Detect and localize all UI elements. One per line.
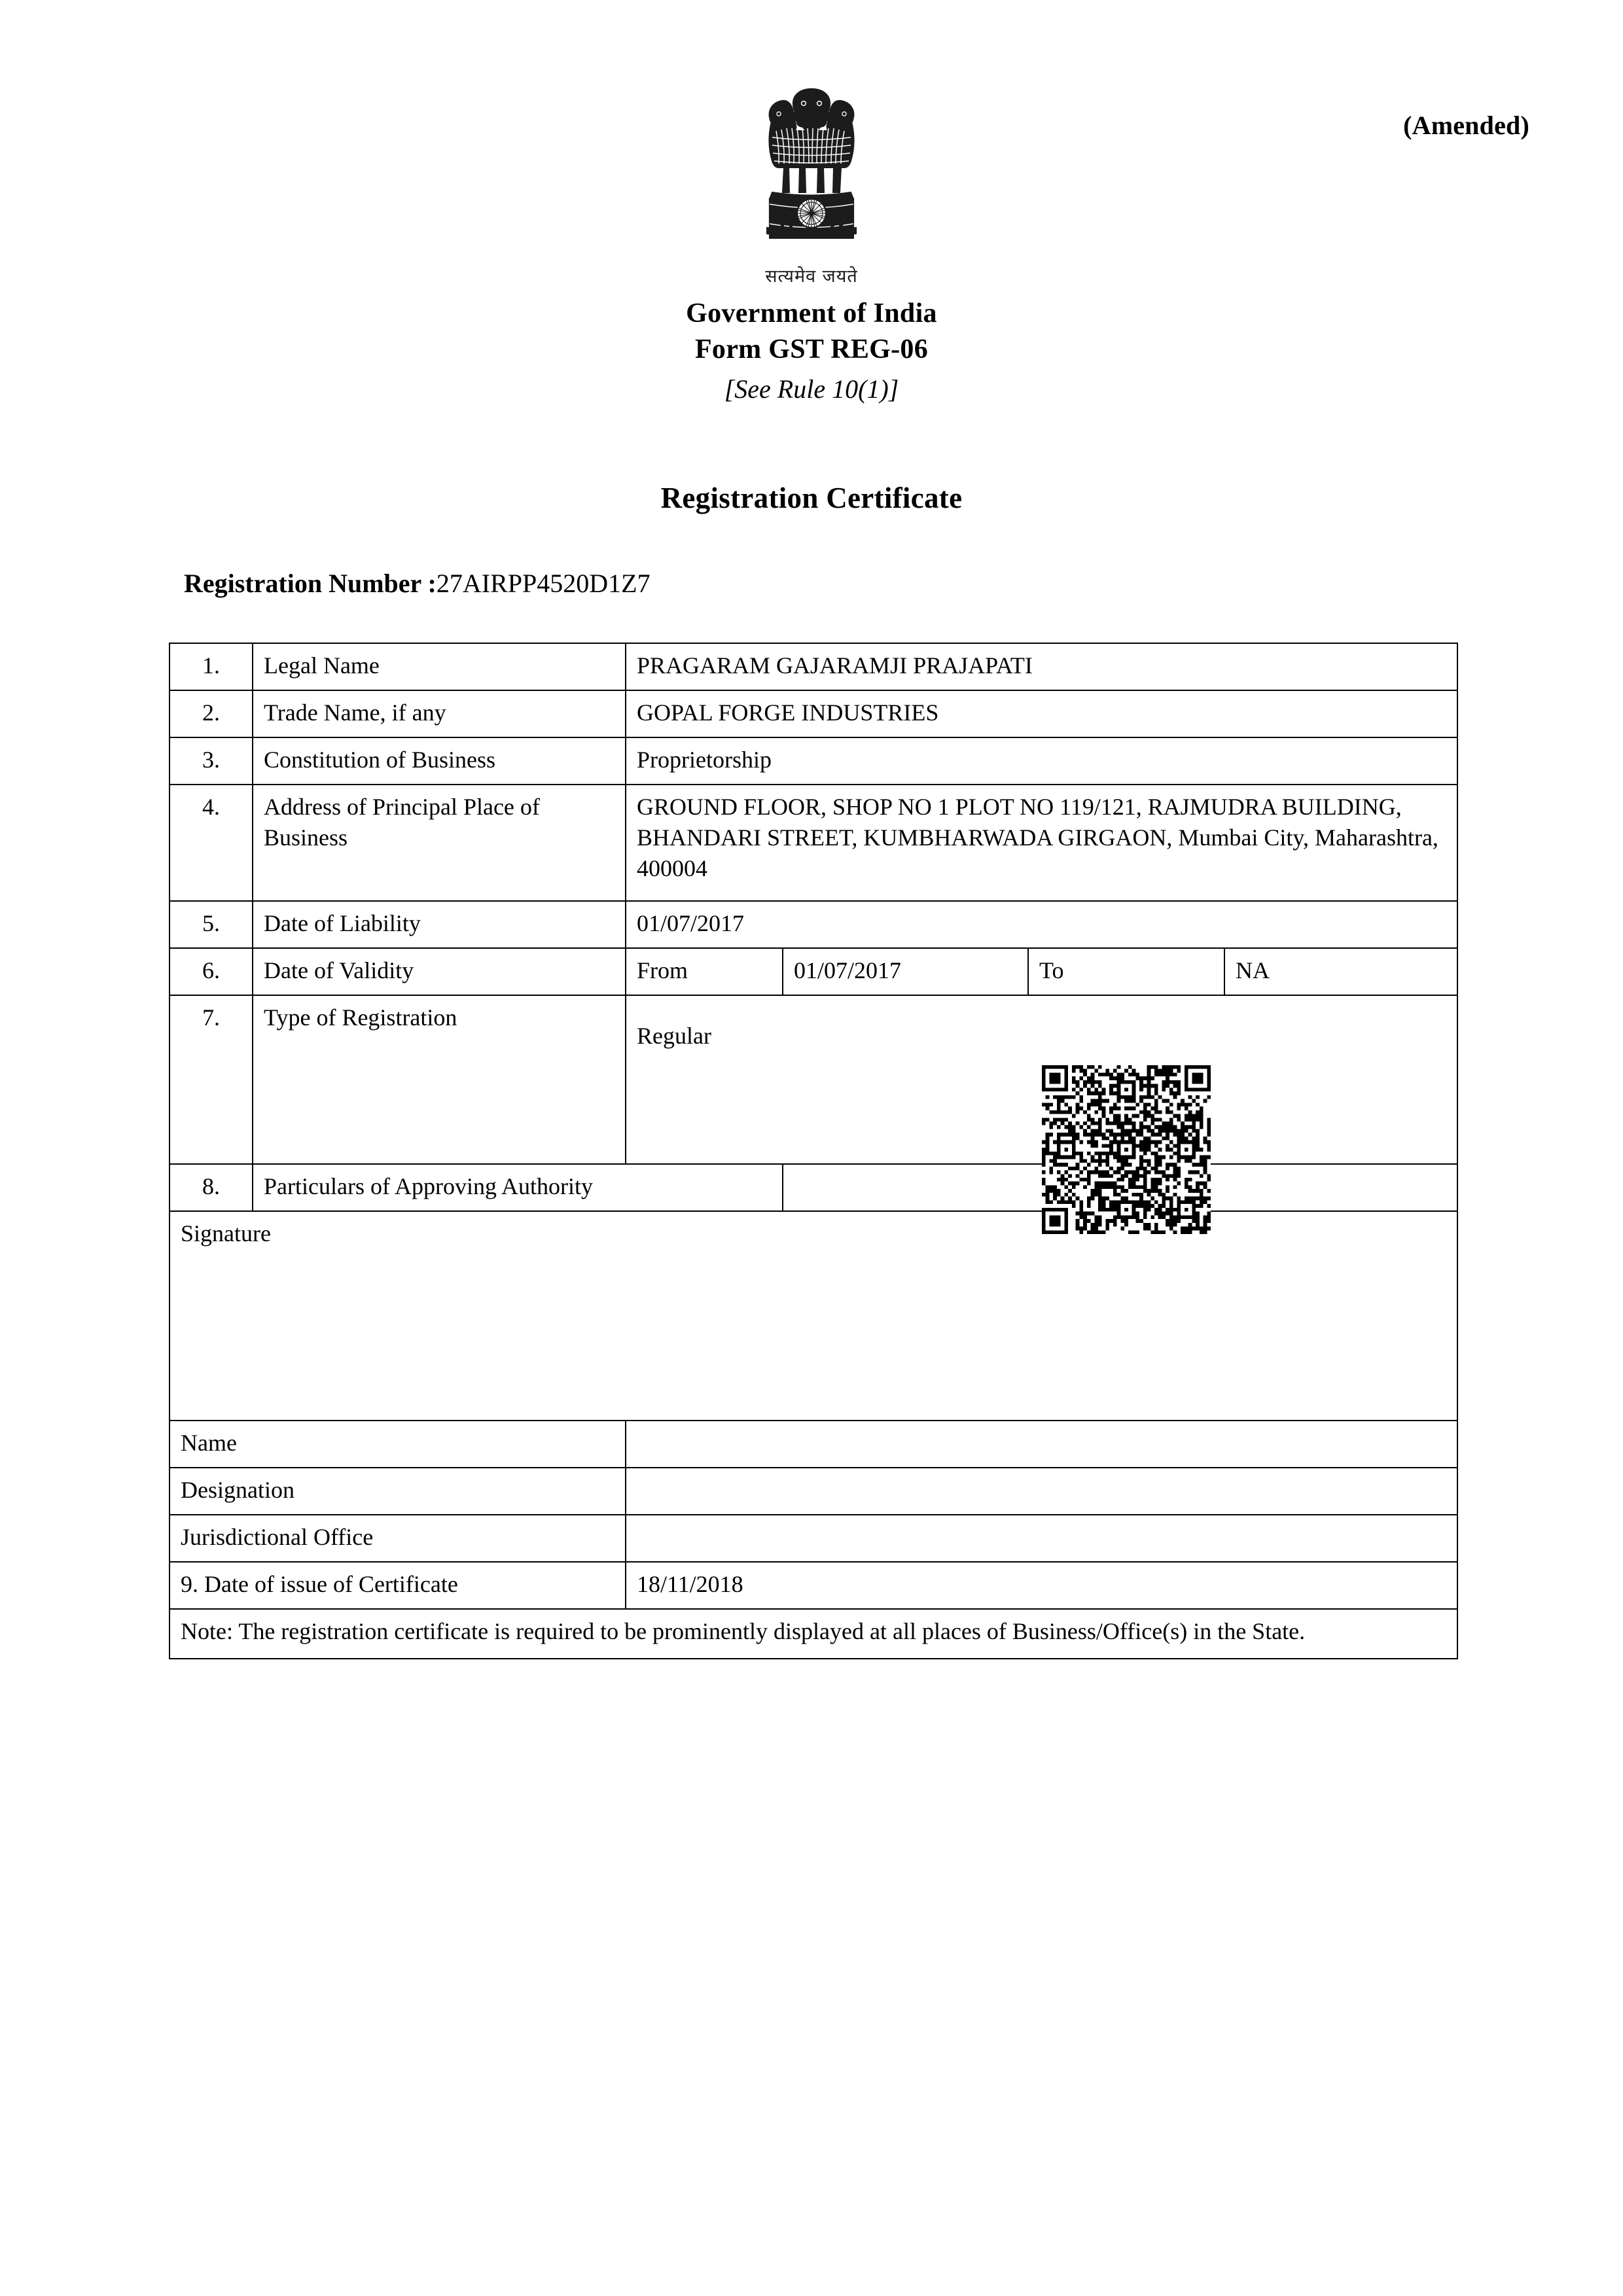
- row-number: 8.: [169, 1164, 253, 1211]
- ashoka-lion-capital-icon: [746, 84, 877, 262]
- table-row: [169, 1562, 1457, 1609]
- page-title: Registration Certificate: [660, 482, 963, 514]
- validity-to-label: To: [1028, 948, 1224, 995]
- name-value: [626, 1421, 1457, 1468]
- row-label: Type of Registration: [253, 995, 626, 1164]
- name-label: Name: [169, 1421, 626, 1468]
- form-name: Form GST REG-06: [694, 334, 929, 365]
- row-number: 2.: [169, 690, 253, 737]
- table-row: [169, 1164, 1457, 1211]
- row-value: Proprietorship: [626, 737, 1457, 785]
- table-row: [169, 901, 1457, 948]
- row-label: Particulars of Approving Authority: [253, 1164, 783, 1211]
- designation-label: Designation: [169, 1468, 626, 1515]
- signature-label: Signature: [169, 1211, 1457, 1421]
- table-row: [169, 785, 1457, 901]
- jurisdictional-office-label: Jurisdictional Office: [169, 1515, 626, 1562]
- row-value: GOPAL FORGE INDUSTRIES: [626, 690, 1457, 737]
- validity-from-value: 01/07/2017: [783, 948, 1028, 995]
- designation-value: [626, 1468, 1457, 1515]
- registration-type-value: Regular: [637, 1023, 711, 1049]
- document-heading: [0, 296, 1623, 407]
- table-row: [169, 1515, 1457, 1562]
- row-value: 01/07/2017: [626, 901, 1457, 948]
- row-value: PRAGARAM GAJARAMJI PRAJAPATI: [626, 643, 1457, 690]
- principal-address-value: GROUND FLOOR, SHOP NO 1 PLOT NO 119/121, RAJMUDRA BUILDING, BHANDARI STREET, KUMBHARWADA GIRGAON, Mumbai City, Maharashtra, 400004: [626, 785, 1457, 901]
- date-of-issue-value: 18/11/2018: [626, 1562, 1457, 1609]
- table-row: [169, 948, 1457, 995]
- row-label: Date of Liability: [253, 901, 626, 948]
- date-of-issue-label: 9. Date of issue of Certificate: [169, 1562, 626, 1609]
- jurisdictional-office-value: [626, 1515, 1457, 1562]
- validity-from-label: From: [626, 948, 783, 995]
- row-label: Address of Principal Place of Business: [253, 785, 626, 901]
- signature-row: [169, 1211, 1457, 1421]
- row-number: 4.: [169, 785, 253, 901]
- table-row: [169, 1421, 1457, 1468]
- government-title: Government of India: [686, 298, 937, 328]
- registration-number-value: 27AIRPP4520D1Z7: [436, 569, 651, 598]
- table-row: [169, 1468, 1457, 1515]
- qr-code-image: [1042, 1065, 1211, 1234]
- row-number: 1.: [169, 643, 253, 690]
- table-row: [169, 643, 1457, 690]
- row-label: Constitution of Business: [253, 737, 626, 785]
- row-number: 6.: [169, 948, 253, 995]
- registration-number-label: Registration Number :: [184, 569, 437, 598]
- rule-reference: [See Rule 10(1)]: [724, 374, 899, 404]
- table-row: [169, 690, 1457, 737]
- row-number: 5.: [169, 901, 253, 948]
- note-row: [169, 1609, 1457, 1659]
- certificate-details-table: [169, 643, 1458, 1659]
- qr-code: [1042, 1065, 1211, 1234]
- registration-number-line: [184, 568, 651, 599]
- row-label: Trade Name, if any: [253, 690, 626, 737]
- national-emblem: [0, 84, 1623, 287]
- row-number: 3.: [169, 737, 253, 785]
- row-number: 7.: [169, 995, 253, 1164]
- table-row: [169, 737, 1457, 785]
- row-label: Legal Name: [253, 643, 626, 690]
- validity-to-value: NA: [1224, 948, 1457, 995]
- note-text: Note: The registration certificate is required to be prominently displayed at all places of Business/Office(s) in the State.: [169, 1609, 1457, 1659]
- emblem-motto: सत्यमेव जयते: [765, 266, 858, 287]
- amended-label: (Amended): [1403, 111, 1529, 140]
- table-row: [169, 995, 1457, 1164]
- row-label: Date of Validity: [253, 948, 626, 995]
